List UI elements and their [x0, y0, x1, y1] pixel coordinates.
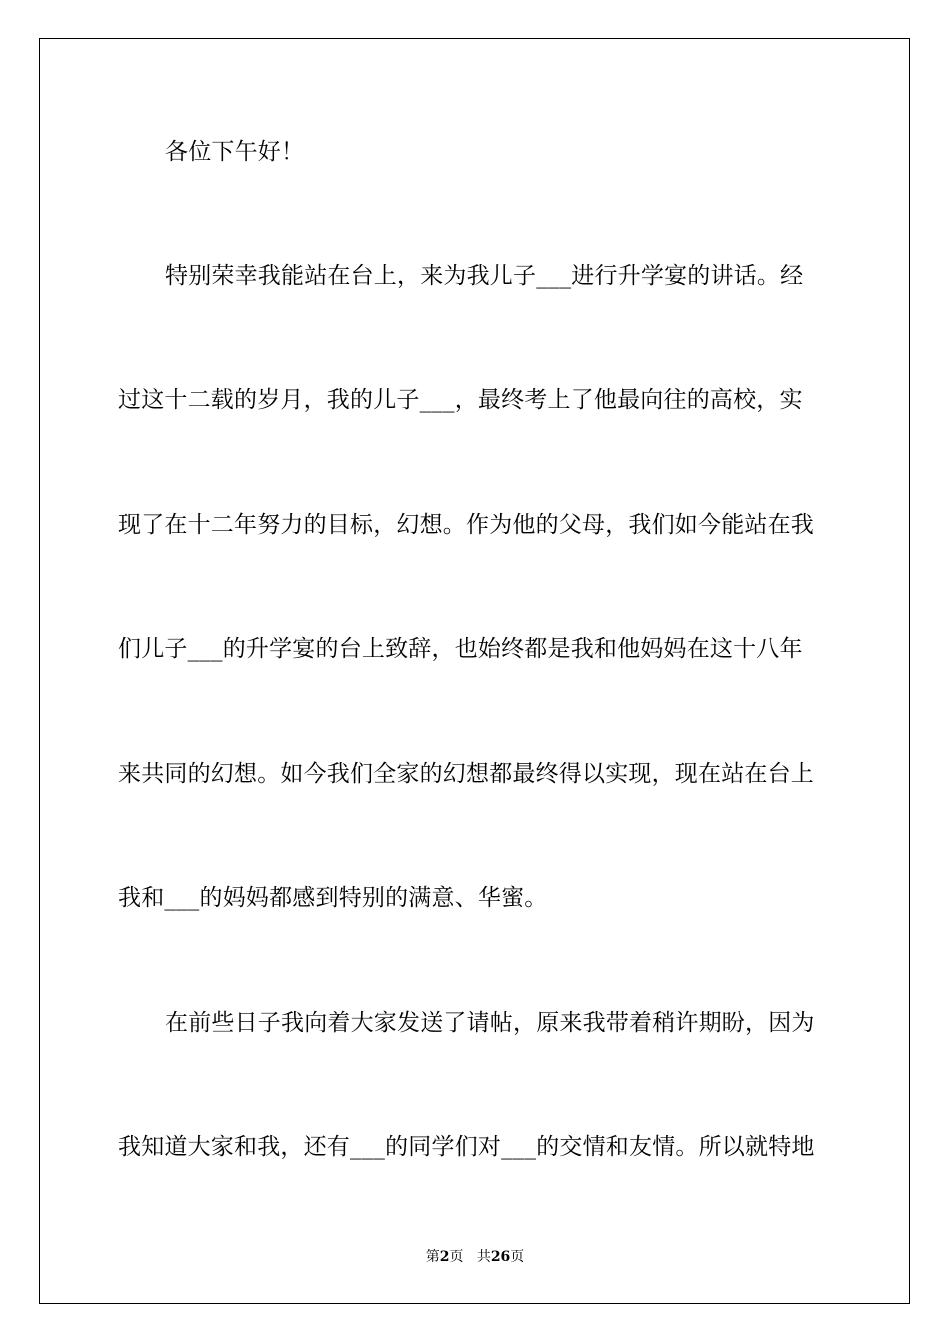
text-line: 我和___的妈妈都感到特别的满意、华蜜。 — [118, 885, 548, 911]
page-total-suffix: 页 — [510, 1249, 525, 1265]
text-line: 我知道大家和我，还有___的同学们对___的交情和友情。所以就特地 — [118, 1134, 815, 1160]
text-line: 过这十二载的岁月，我的儿子___，最终考上了他最向往的高校，实 — [118, 387, 803, 413]
page-total-number: 26 — [490, 1249, 511, 1265]
page-number-current: 2 — [439, 1249, 450, 1265]
page-border — [39, 38, 910, 1304]
paragraph-greeting: 各位下午好！ — [165, 139, 305, 165]
text-line: 特别荣幸我能站在台上，来为我儿子___进行升学宴的讲话。经 — [165, 263, 804, 289]
page-footer — [0, 1248, 950, 1266]
text-line: 现了在十二年努力的目标，幻想。作为他的父母，我们如今能站在我 — [118, 512, 814, 538]
page-number-prefix: 第 — [425, 1249, 440, 1265]
text-line: 在前些日子我向着大家发送了请帖，原来我带着稍许期盼，因为 — [165, 1010, 815, 1036]
page-number-suffix: 页 — [449, 1249, 464, 1265]
page-total-prefix: 共 — [476, 1249, 491, 1265]
text-line: 们儿子___的升学宴的台上致辞，也始终都是我和他妈妈在这十八年 — [118, 636, 803, 662]
text-line: 来共同的幻想。如今我们全家的幻想都最终得以实现，现在站在台上 — [118, 761, 814, 787]
